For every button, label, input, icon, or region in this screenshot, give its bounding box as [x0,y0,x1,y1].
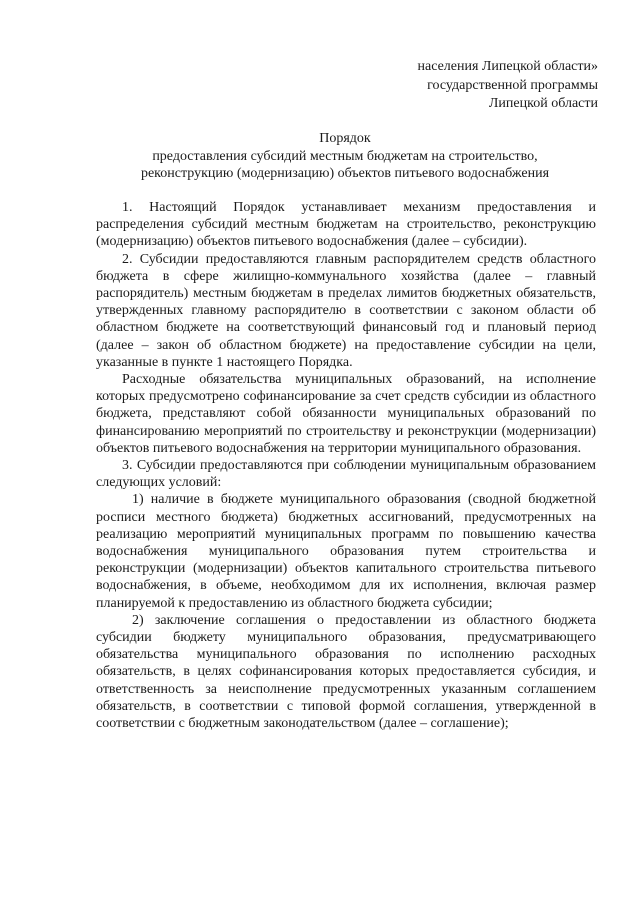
title-heading: Порядок [319,131,371,146]
document-title [96,130,594,183]
header-line: государственной программы [427,77,598,93]
header-line: Липецкой области [488,96,598,111]
paragraph: 3. Субсидии предоставляются при соблюдении муниципальным образованием следующих условий: [96,458,596,491]
paragraph: 1) наличие в бюджете муниципального образования (сводной бюджетной росписи местного бюджета) бюджетных ассигнований, предусмотренных на реализацию мероприятий муниципальных программ по повышению качества водоснабжения муниципального образования путем строительства и реконструкции (модернизации) объектов капитального строительства питьевого водоснабжения, в объеме, необходимом для их исполнения, включая размер планируемой к предоставлению из областного бюджета субсидии; [96,492,596,611]
paragraph: Расходные обязательства муниципальных образований, на исполнение которых предусмотрено софинансирование за счет средств субсидии из областного бюджета, представляют собой обязанности муниципальных образований по финансированию мероприятий по строительству и реконструкции (модернизации) объектов питьевого водоснабжения на территории муниципального образования. [96,372,596,456]
title-line: реконструкцию (модернизацию) объектов питьевого водоснабжения [140,166,550,181]
title-line: предоставления субсидий местным бюджетам на строительство, [152,148,538,164]
paragraph: 1. Настоящий Порядок устанавливает механизм предоставления и распределения субсидий местным бюджетам на строительство, реконструкцию (модернизацию) объектов питьевого водоснабжения (далее – субсидии). [96,200,596,250]
appendix-header [418,58,599,114]
paragraph: 2) заключение соглашения о предоставлении из областного бюджета субсидии бюджету муниципального образования, предусматривающего обязательства муниципального образования по исполнению расходных обязательств, в целях софинансирования которых предоставляется субсидия, и ответственность за неисполнение предусмотренных указанным соглашением обязательств, в соответствии с типовой формой соглашения, утвержденной в соответствии с бюджетным законодательством (далее – соглашение); [96,612,596,732]
paragraph: 2. Субсидии предоставляются главным распорядителем средств областного бюджета в сфере жилищно-коммунального хозяйства (далее – главный распорядитель) местным бюджетам в пределах лимитов бюджетных обязательств, утвержденных главному распорядителю в соответствии с законом области об областном бюджете на соответствующий финансовый год и плановый период (далее – закон об областном бюджете) на предоставление субсидии на цели, указанные в пункте 1 настоящего Порядка. [96,251,596,370]
header-line: населения Липецкой области» [417,59,598,74]
document-body [96,199,596,732]
